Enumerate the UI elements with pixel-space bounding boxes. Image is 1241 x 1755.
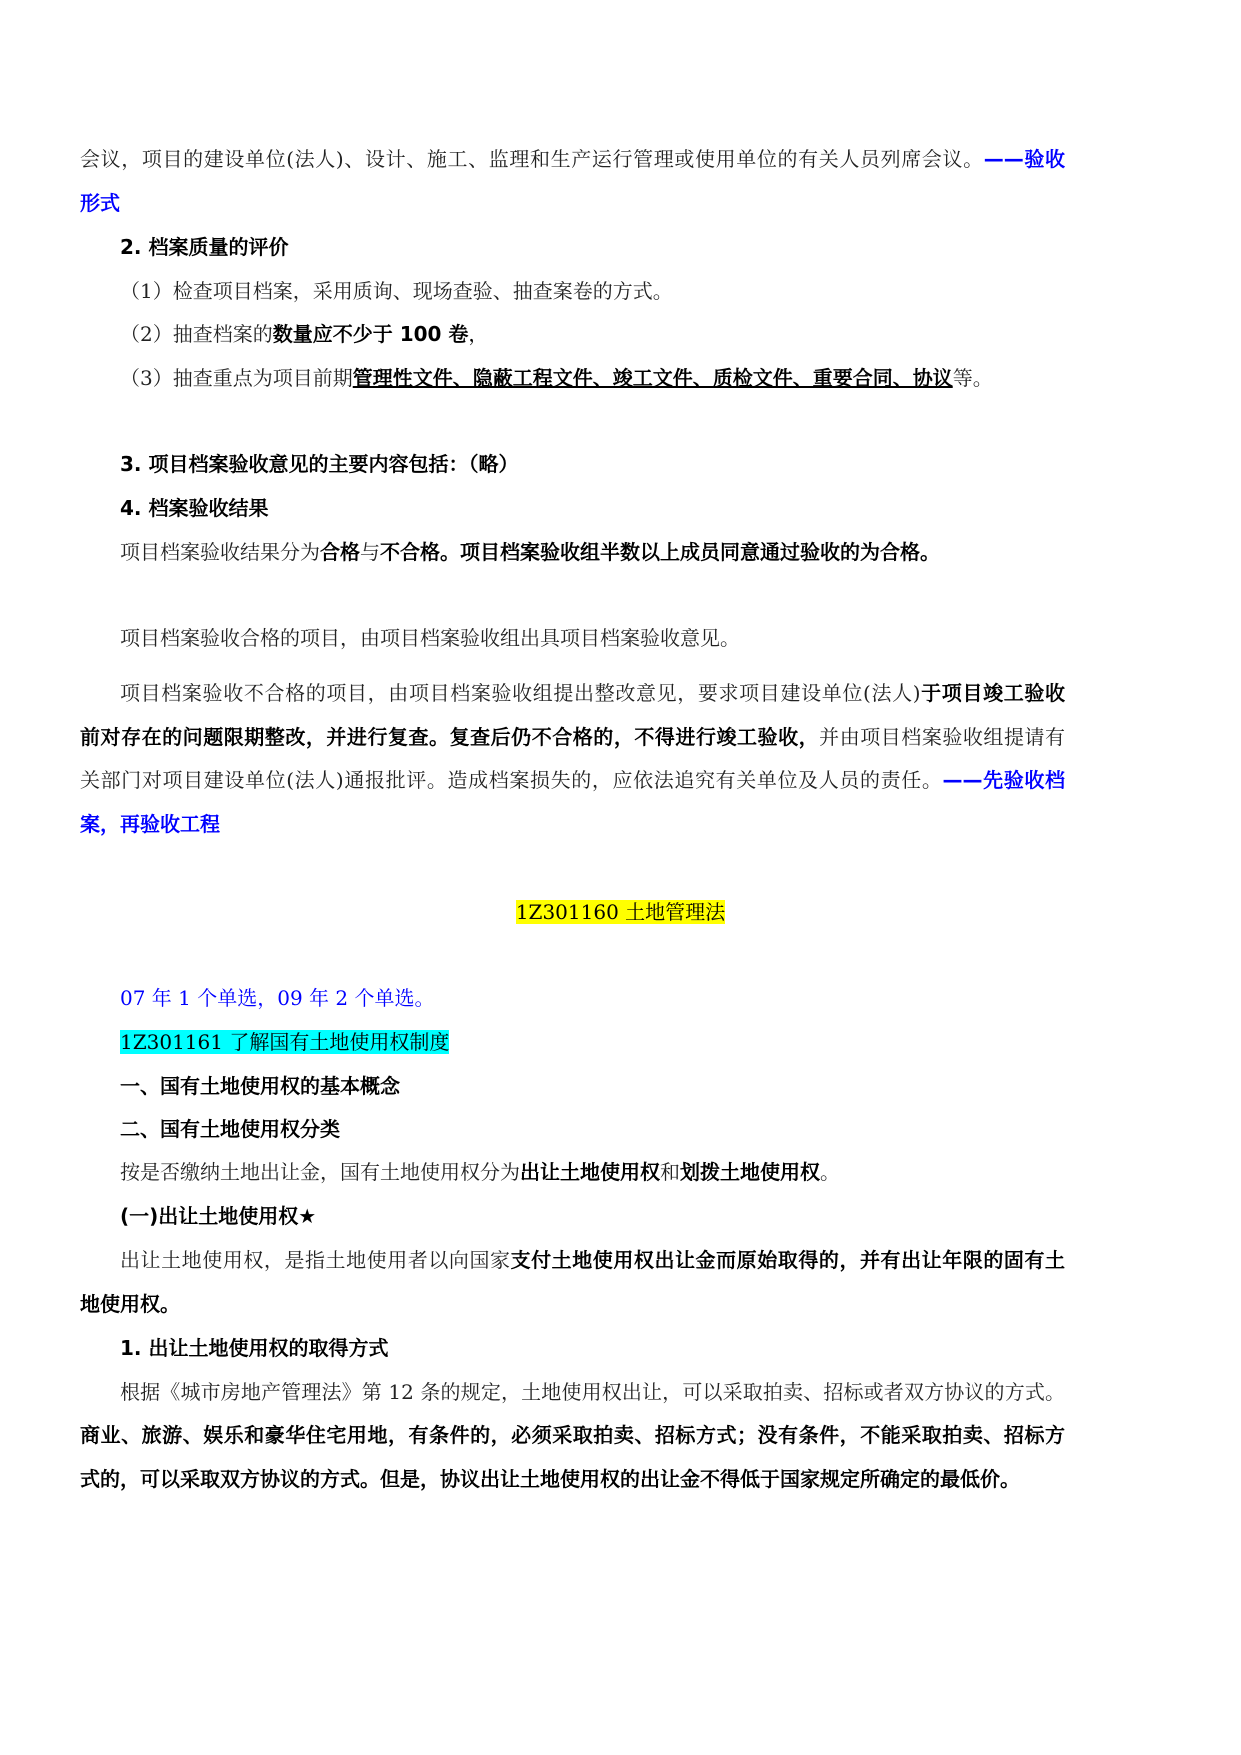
section-heading: (一)出让土地使用权★ <box>120 1204 317 1228</box>
section-heading: 1. 出让土地使用权的取得方式 <box>120 1336 389 1360</box>
section-title: 1Z301161 了解国有土地使用权制度 <box>120 1030 450 1054</box>
exam-note: 07 年 1 个单选，09 年 2 个单选。 <box>120 986 435 1010</box>
paragraph-line: 形式 <box>80 191 120 215</box>
section-heading: 二、国有土地使用权分类 <box>120 1117 340 1141</box>
list-item: （3）抽查重点为项目前期管理性文件、隐蔽工程文件、竣工文件、质检文件、重要合同、协议等。 <box>120 366 993 390</box>
paragraph-line: 会议，项目的建设单位(法人)、设计、施工、监理和生产运行管理或使用单位的有关人员列席会议。——验收 <box>80 147 1066 171</box>
paragraph-line: 案，再验收工程 <box>80 812 220 836</box>
paragraph-line: 式的，可以采取双方协议的方式。但是，协议出让土地使用权的出让金不得低于国家规定所确定的最低价。 <box>80 1467 1020 1491</box>
section-heading: 2. 档案质量的评价 <box>120 235 289 259</box>
paragraph-line: 根据《城市房地产管理法》第 12 条的规定，土地使用权出让，可以采取拍卖、招标或者双方协议的方式。 <box>120 1380 1065 1404</box>
paragraph-line: 按是否缴纳土地出让金，国有土地使用权分为出让土地使用权和划拨土地使用权。 <box>120 1160 840 1184</box>
paragraph-line: 出让土地使用权，是指土地使用者以向国家支付土地使用权出让金而原始取得的，并有出让年限的固有土 <box>120 1248 1066 1272</box>
paragraph-line: 地使用权。 <box>80 1292 180 1316</box>
section-heading: 3. 项目档案验收意见的主要内容包括：（略） <box>120 452 519 476</box>
list-item: （2）抽查档案的数量应不少于 100 卷， <box>120 322 489 346</box>
paragraph-line: 项目档案验收结果分为合格与不合格。项目档案验收组半数以上成员同意通过验收的为合格。 <box>120 540 940 564</box>
paragraph-line: 项目档案验收合格的项目，由项目档案验收组出具项目档案验收意见。 <box>120 626 740 650</box>
paragraph-line: 前对存在的问题限期整改，并进行复查。复查后仍不合格的，不得进行竣工验收，并由项目档案验收组提请有 <box>80 725 1066 749</box>
section-heading: 一、国有土地使用权的基本概念 <box>120 1074 400 1098</box>
paragraph-line: 关部门对项目建设单位(法人)通报批评。造成档案损失的，应依法追究有关单位及人员的责任。——先验收档 <box>80 768 1066 792</box>
paragraph-line: 商业、旅游、娱乐和豪华住宅用地，有条件的，必须采取拍卖、招标方式；没有条件，不能采取拍卖、招标方 <box>80 1423 1065 1447</box>
section-heading: 4. 档案验收结果 <box>120 496 269 520</box>
list-item: （1）检查项目档案，采用质询、现场查验、抽查案卷的方式。 <box>120 279 673 303</box>
paragraph-line: 项目档案验收不合格的项目，由项目档案验收组提出整改意见，要求项目建设单位(法人)于项目竣工验收 <box>120 681 1066 705</box>
chapter-title: 1Z301160 土地管理法 <box>515 900 726 924</box>
